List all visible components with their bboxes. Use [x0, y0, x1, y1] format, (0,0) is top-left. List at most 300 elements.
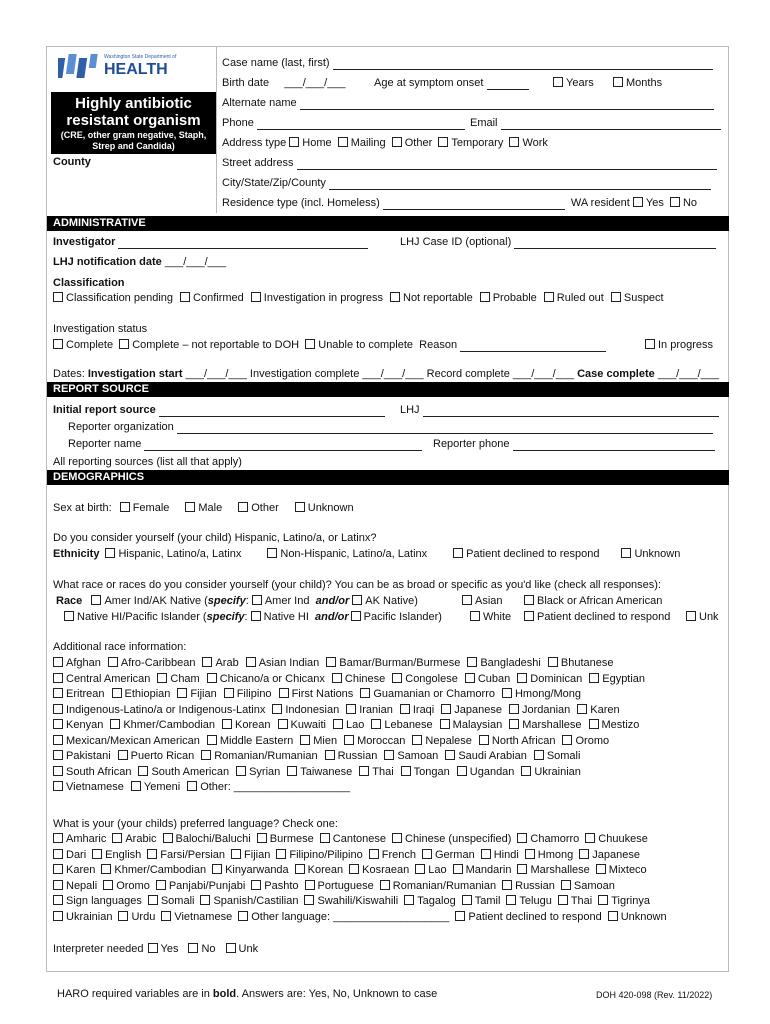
race-nepalese-checkbox[interactable]: [412, 735, 422, 745]
lang-fijian-checkbox[interactable]: [231, 849, 241, 859]
lang-telugu-option[interactable]: [506, 895, 551, 907]
lang-filipino-pilipino-option[interactable]: [276, 849, 362, 861]
race-filipino-checkbox[interactable]: [224, 688, 234, 698]
race-yemeni-option[interactable]: [131, 781, 180, 793]
race-afghan-checkbox[interactable]: [53, 657, 63, 667]
lang-vietnamese-option[interactable]: [161, 911, 232, 923]
lang-russian-option[interactable]: [502, 880, 555, 892]
race-declined-checkbox[interactable]: [524, 611, 534, 621]
race-pakistani-option[interactable]: [53, 750, 111, 762]
race-thai-option[interactable]: [359, 766, 393, 778]
race-bamar-burman-burmese-option[interactable]: [326, 657, 460, 669]
case-complete-field[interactable]: ___/___/___: [657, 368, 719, 380]
lang-kinyarwanda-checkbox[interactable]: [212, 864, 222, 874]
notif-date-field[interactable]: ___/___/___: [164, 256, 227, 268]
investigator-field[interactable]: [118, 238, 368, 249]
class-suspect-option[interactable]: [611, 292, 664, 304]
asian-checkbox[interactable]: [462, 595, 472, 605]
race-korean-checkbox[interactable]: [222, 719, 232, 729]
race-thai-checkbox[interactable]: [359, 766, 369, 776]
lang-ukrainian-option[interactable]: [53, 911, 112, 923]
lang-kosraean-option[interactable]: [349, 864, 409, 876]
race-iranian-checkbox[interactable]: [346, 704, 356, 714]
lang-korean-checkbox[interactable]: [295, 864, 305, 874]
lang-french-option[interactable]: [369, 849, 416, 861]
race-ugandan-checkbox[interactable]: [457, 766, 467, 776]
lang-panjabi-punjabi-checkbox[interactable]: [156, 880, 166, 890]
race-taiwanese-option[interactable]: [287, 766, 352, 778]
race-central-american-checkbox[interactable]: [53, 673, 63, 683]
alt-name-field[interactable]: [300, 99, 714, 110]
race-lebanese-checkbox[interactable]: [371, 719, 381, 729]
race-bamar-burman-burmese-checkbox[interactable]: [326, 657, 336, 667]
lhj-case-field[interactable]: [514, 238, 716, 249]
city-field[interactable]: [329, 179, 711, 190]
race-samoan-option[interactable]: [384, 750, 438, 762]
lang-dari-checkbox[interactable]: [53, 849, 63, 859]
case-name-field[interactable]: [333, 59, 713, 70]
lang-farsi-persian-checkbox[interactable]: [147, 849, 157, 859]
lang-mixteco-checkbox[interactable]: [596, 864, 606, 874]
race-iraqi-option[interactable]: [400, 704, 434, 716]
race-other-option[interactable]: [187, 781, 350, 793]
race-arab-option[interactable]: [202, 657, 238, 669]
lang-french-checkbox[interactable]: [369, 849, 379, 859]
sex-male-checkbox[interactable]: [185, 502, 195, 512]
lang-tamil-option[interactable]: [462, 895, 501, 907]
race-somali-checkbox[interactable]: [534, 750, 544, 760]
race-mexican-mexican-american-checkbox[interactable]: [53, 735, 63, 745]
lang-mandarin-option[interactable]: [453, 864, 512, 876]
lang-balochi-baluchi-option[interactable]: [163, 833, 251, 845]
lang-urdu-option[interactable]: [118, 911, 155, 923]
record-complete-field[interactable]: ___/___/___: [512, 368, 575, 380]
ak-native-checkbox[interactable]: [352, 595, 362, 605]
race-mien-checkbox[interactable]: [300, 735, 310, 745]
race-lao-option[interactable]: [333, 719, 364, 731]
lang-patient-declined-to-respond-checkbox[interactable]: [455, 911, 465, 921]
sex-female-checkbox[interactable]: [120, 502, 130, 512]
race-middle-eastern-option[interactable]: [207, 735, 293, 747]
race-bangladeshi-option[interactable]: [467, 657, 541, 669]
class-probable-option[interactable]: [480, 292, 537, 304]
lang-unknown-option[interactable]: [608, 911, 667, 923]
lang-sign-languages-checkbox[interactable]: [53, 895, 63, 905]
lang-hmong-checkbox[interactable]: [525, 849, 535, 859]
lang-tamil-checkbox[interactable]: [462, 895, 472, 905]
reason-field[interactable]: [460, 341, 606, 352]
class-classification-pending-checkbox[interactable]: [53, 292, 63, 302]
other-address-checkbox[interactable]: [392, 137, 402, 147]
email-field[interactable]: [501, 119, 721, 130]
lang-marshallese-option[interactable]: [517, 864, 589, 876]
race-asian-indian-option[interactable]: [246, 657, 320, 669]
lang-fijian-option[interactable]: [231, 849, 270, 861]
amer-ind-checkbox[interactable]: [91, 595, 101, 605]
lang-russian-checkbox[interactable]: [502, 880, 512, 890]
lang-nepali-option[interactable]: [53, 880, 97, 892]
race-ethiopian-option[interactable]: [112, 688, 171, 700]
lang-other-language-checkbox[interactable]: [238, 911, 248, 921]
eth-unknown-checkbox[interactable]: [621, 548, 631, 558]
race-congolese-checkbox[interactable]: [392, 673, 402, 683]
race-marshallese-checkbox[interactable]: [509, 719, 519, 729]
lang-english-option[interactable]: [92, 849, 141, 861]
race-karen-checkbox[interactable]: [577, 704, 587, 714]
lang-mixteco-option[interactable]: [596, 864, 647, 876]
work-checkbox[interactable]: [509, 137, 519, 147]
race-afro-caribbean-option[interactable]: [108, 657, 196, 669]
lang-khmer-cambodian-option[interactable]: [101, 864, 206, 876]
class-not-reportable-option[interactable]: [390, 292, 473, 304]
race-cuban-option[interactable]: [465, 673, 510, 685]
race-taiwanese-checkbox[interactable]: [287, 766, 297, 776]
race-north-african-option[interactable]: [479, 735, 556, 747]
race-chicano-a-or-chicanx-checkbox[interactable]: [207, 673, 217, 683]
lang-lao-checkbox[interactable]: [415, 864, 425, 874]
race-karen-option[interactable]: [577, 704, 619, 716]
inv-start-field[interactable]: ___/___/___: [185, 368, 247, 380]
race-other-checkbox[interactable]: [187, 781, 197, 791]
race-malaysian-checkbox[interactable]: [440, 719, 450, 729]
race-bangladeshi-checkbox[interactable]: [467, 657, 477, 667]
mailing-checkbox[interactable]: [338, 137, 348, 147]
race-marshallese-option[interactable]: [509, 719, 581, 731]
wa-no-checkbox[interactable]: [670, 197, 680, 207]
race-first-nations-checkbox[interactable]: [279, 688, 289, 698]
lang-arabic-checkbox[interactable]: [112, 833, 122, 843]
lang-oromo-option[interactable]: [103, 880, 150, 892]
lang-cantonese-checkbox[interactable]: [320, 833, 330, 843]
lang-telugu-checkbox[interactable]: [506, 895, 516, 905]
temporary-checkbox[interactable]: [438, 137, 448, 147]
race-iranian-option[interactable]: [346, 704, 393, 716]
race-kenyan-option[interactable]: [53, 719, 103, 731]
lang-balochi-baluchi-checkbox[interactable]: [163, 833, 173, 843]
years-checkbox[interactable]: [553, 77, 563, 87]
lang-samoan-checkbox[interactable]: [561, 880, 571, 890]
lang-german-checkbox[interactable]: [422, 849, 432, 859]
race-syrian-option[interactable]: [236, 766, 280, 778]
lang-oromo-checkbox[interactable]: [103, 880, 113, 890]
lang-panjabi-punjabi-option[interactable]: [156, 880, 245, 892]
native-hi-checkbox[interactable]: [251, 611, 261, 621]
interp-no-checkbox[interactable]: [188, 943, 198, 953]
eth-hispanic-latino-a-latinx-option[interactable]: [105, 548, 241, 560]
lang-khmer-cambodian-checkbox[interactable]: [101, 864, 111, 874]
lang-marshallese-checkbox[interactable]: [517, 864, 527, 874]
race-japanese-option[interactable]: [441, 704, 502, 716]
class-suspect-checkbox[interactable]: [611, 292, 621, 302]
report-lhj-field[interactable]: [423, 406, 719, 417]
sex-female-option[interactable]: [120, 502, 170, 514]
lang-german-option[interactable]: [422, 849, 475, 861]
lang-amharic-checkbox[interactable]: [53, 833, 63, 843]
race-bhutanese-checkbox[interactable]: [548, 657, 558, 667]
lang-chinese-unspecified-option[interactable]: [392, 833, 511, 845]
lang-lao-option[interactable]: [415, 864, 446, 876]
race-mestizo-option[interactable]: [589, 719, 640, 731]
sex-male-option[interactable]: [185, 502, 222, 514]
lang-hmong-option[interactable]: [525, 849, 573, 861]
race-oromo-option[interactable]: [562, 735, 609, 747]
lang-arabic-option[interactable]: [112, 833, 156, 845]
lang-portuguese-option[interactable]: [305, 880, 374, 892]
class-classification-pending-option[interactable]: [53, 292, 173, 304]
race-romanian-rumanian-checkbox[interactable]: [201, 750, 211, 760]
race-indonesian-option[interactable]: [272, 704, 339, 716]
race-saudi-arabian-option[interactable]: [445, 750, 527, 762]
race-mexican-mexican-american-option[interactable]: [53, 735, 200, 747]
race-nepalese-option[interactable]: [412, 735, 471, 747]
lang-spanish-castilian-checkbox[interactable]: [200, 895, 210, 905]
lang-japanese-checkbox[interactable]: [579, 849, 589, 859]
lang-other-language-option[interactable]: [238, 911, 449, 923]
lang-ukrainian-checkbox[interactable]: [53, 911, 63, 921]
lang-swahili-kiswahili-option[interactable]: [304, 895, 398, 907]
race-russian-checkbox[interactable]: [325, 750, 335, 760]
race-puerto-rican-checkbox[interactable]: [118, 750, 128, 760]
lang-somali-checkbox[interactable]: [148, 895, 158, 905]
class-ruled-out-checkbox[interactable]: [544, 292, 554, 302]
race-puerto-rican-option[interactable]: [118, 750, 195, 762]
race-afghan-option[interactable]: [53, 657, 101, 669]
lang-vietnamese-checkbox[interactable]: [161, 911, 171, 921]
race-chinese-checkbox[interactable]: [332, 673, 342, 683]
race-ukrainian-option[interactable]: [521, 766, 580, 778]
race-jordanian-checkbox[interactable]: [509, 704, 519, 714]
lang-chamorro-checkbox[interactable]: [517, 833, 527, 843]
eth-hispanic-latino-a-latinx-checkbox[interactable]: [105, 548, 115, 558]
race-egyptian-option[interactable]: [589, 673, 645, 685]
race-hmong-mong-checkbox[interactable]: [502, 688, 512, 698]
lang-tagalog-checkbox[interactable]: [404, 895, 414, 905]
race-south-african-option[interactable]: [53, 766, 131, 778]
class-confirmed-checkbox[interactable]: [180, 292, 190, 302]
race-eritrean-checkbox[interactable]: [53, 688, 63, 698]
lang-hindi-checkbox[interactable]: [481, 849, 491, 859]
race-afro-caribbean-checkbox[interactable]: [108, 657, 118, 667]
reporter-name-field[interactable]: [144, 440, 422, 451]
race-cuban-checkbox[interactable]: [465, 673, 475, 683]
race-chinese-option[interactable]: [332, 673, 385, 685]
race-guamanian-or-chamorro-option[interactable]: [360, 688, 495, 700]
race-russian-option[interactable]: [325, 750, 378, 762]
race-yemeni-checkbox[interactable]: [131, 781, 141, 791]
race-arab-checkbox[interactable]: [202, 657, 212, 667]
race-kenyan-checkbox[interactable]: [53, 719, 63, 729]
lang-amharic-option[interactable]: [53, 833, 106, 845]
lang-burmese-checkbox[interactable]: [257, 833, 267, 843]
lang-thai-checkbox[interactable]: [558, 895, 568, 905]
race-japanese-checkbox[interactable]: [441, 704, 451, 714]
race-malaysian-option[interactable]: [440, 719, 503, 731]
lang-tigrinya-checkbox[interactable]: [598, 895, 608, 905]
lang-farsi-persian-option[interactable]: [147, 849, 225, 861]
lang-tagalog-option[interactable]: [404, 895, 456, 907]
race-syrian-checkbox[interactable]: [236, 766, 246, 776]
lang-filipino-pilipino-checkbox[interactable]: [276, 849, 286, 859]
race-south-american-checkbox[interactable]: [138, 766, 148, 776]
nhpi-checkbox[interactable]: [64, 611, 74, 621]
lang-kinyarwanda-option[interactable]: [212, 864, 289, 876]
reporter-phone-field[interactable]: [513, 440, 715, 451]
interp-no-option[interactable]: [188, 943, 215, 955]
lang-kosraean-checkbox[interactable]: [349, 864, 359, 874]
lang-english-checkbox[interactable]: [92, 849, 102, 859]
race-fijian-checkbox[interactable]: [177, 688, 187, 698]
race-dominican-option[interactable]: [517, 673, 582, 685]
race-vietnamese-option[interactable]: [53, 781, 124, 793]
interp-yes-option[interactable]: [148, 943, 179, 955]
race-central-american-option[interactable]: [53, 673, 150, 685]
race-unk-checkbox[interactable]: [686, 611, 696, 621]
race-south-african-checkbox[interactable]: [53, 766, 63, 776]
race-ugandan-option[interactable]: [457, 766, 515, 778]
class-not-reportable-checkbox[interactable]: [390, 292, 400, 302]
race-guamanian-or-chamorro-checkbox[interactable]: [360, 688, 370, 698]
interp-unk-option[interactable]: [226, 943, 259, 955]
sex-unknown-option[interactable]: [295, 502, 354, 514]
lang-somali-option[interactable]: [148, 895, 195, 907]
lang-karen-option[interactable]: [53, 864, 95, 876]
race-somali-option[interactable]: [534, 750, 581, 762]
race-lebanese-option[interactable]: [371, 719, 432, 731]
lang-hindi-option[interactable]: [481, 849, 519, 861]
lang-pashto-checkbox[interactable]: [251, 880, 261, 890]
street-field[interactable]: [297, 159, 717, 170]
race-lao-checkbox[interactable]: [333, 719, 343, 729]
class-confirmed-option[interactable]: [180, 292, 244, 304]
lang-spanish-castilian-option[interactable]: [200, 895, 298, 907]
race-kuwaiti-checkbox[interactable]: [278, 719, 288, 729]
lang-nepali-checkbox[interactable]: [53, 880, 63, 890]
race-first-nations-option[interactable]: [279, 688, 354, 700]
race-indonesian-checkbox[interactable]: [272, 704, 282, 714]
white-checkbox[interactable]: [470, 611, 480, 621]
age-onset-field[interactable]: [487, 79, 529, 90]
race-vietnamese-checkbox[interactable]: [53, 781, 63, 791]
class-investigation-in-progress-option[interactable]: [251, 292, 383, 304]
race-khmer-cambodian-option[interactable]: [110, 719, 215, 731]
initial-source-field[interactable]: [159, 406, 385, 417]
race-eritrean-option[interactable]: [53, 688, 105, 700]
lang-thai-option[interactable]: [558, 895, 592, 907]
lang-chuukese-option[interactable]: [585, 833, 648, 845]
eth-patient-declined-to-respond-checkbox[interactable]: [453, 548, 463, 558]
race-asian-indian-checkbox[interactable]: [246, 657, 256, 667]
sex-other-option[interactable]: [238, 502, 279, 514]
race-kuwaiti-option[interactable]: [278, 719, 326, 731]
race-mestizo-checkbox[interactable]: [589, 719, 599, 729]
inv-complete-field[interactable]: ___/___/___: [362, 368, 424, 380]
lang-urdu-checkbox[interactable]: [118, 911, 128, 921]
lang-chinese-unspecified-checkbox[interactable]: [392, 833, 402, 843]
lang-romanian-rumanian-option[interactable]: [380, 880, 496, 892]
residence-field[interactable]: [383, 199, 565, 210]
birth-date-field[interactable]: ___/___/___: [284, 77, 346, 89]
home-checkbox[interactable]: [289, 137, 299, 147]
race-chicano-a-or-chicanx-option[interactable]: [207, 673, 325, 685]
sex-unknown-checkbox[interactable]: [295, 502, 305, 512]
lang-korean-option[interactable]: [295, 864, 343, 876]
complete-checkbox[interactable]: [53, 339, 63, 349]
eth-unknown-option[interactable]: [621, 548, 680, 560]
unable-checkbox[interactable]: [305, 339, 315, 349]
race-ethiopian-checkbox[interactable]: [112, 688, 122, 698]
race-samoan-checkbox[interactable]: [384, 750, 394, 760]
amer-ind-specific-checkbox[interactable]: [252, 595, 262, 605]
race-egyptian-checkbox[interactable]: [589, 673, 599, 683]
wa-yes-checkbox[interactable]: [633, 197, 643, 207]
race-saudi-arabian-checkbox[interactable]: [445, 750, 455, 760]
lang-burmese-option[interactable]: [257, 833, 314, 845]
class-investigation-in-progress-checkbox[interactable]: [251, 292, 261, 302]
class-ruled-out-option[interactable]: [544, 292, 604, 304]
eth-non-hispanic-latino-a-latinx-option[interactable]: [267, 548, 427, 560]
race-bhutanese-option[interactable]: [548, 657, 614, 669]
lang-patient-declined-to-respond-option[interactable]: [455, 911, 601, 923]
lang-romanian-rumanian-checkbox[interactable]: [380, 880, 390, 890]
lang-dari-option[interactable]: [53, 849, 86, 861]
lang-cantonese-option[interactable]: [320, 833, 386, 845]
lang-unknown-checkbox[interactable]: [608, 911, 618, 921]
race-south-american-option[interactable]: [138, 766, 229, 778]
race-tongan-checkbox[interactable]: [401, 766, 411, 776]
interp-unk-checkbox[interactable]: [226, 943, 236, 953]
race-oromo-checkbox[interactable]: [562, 735, 572, 745]
lang-sign-languages-option[interactable]: [53, 895, 142, 907]
race-indigenous-latino-a-or-indigen-checkbox[interactable]: [53, 704, 63, 714]
pac-isl-checkbox[interactable]: [351, 611, 361, 621]
months-checkbox[interactable]: [613, 77, 623, 87]
lang-japanese-option[interactable]: [579, 849, 640, 861]
race-north-african-checkbox[interactable]: [479, 735, 489, 745]
phone-field[interactable]: [257, 119, 465, 130]
lang-mandarin-checkbox[interactable]: [453, 864, 463, 874]
race-indigenous-latino-a-or-indigen-option[interactable]: [53, 704, 265, 716]
lang-chuukese-checkbox[interactable]: [585, 833, 595, 843]
race-cham-option[interactable]: [157, 673, 199, 685]
race-pakistani-checkbox[interactable]: [53, 750, 63, 760]
race-middle-eastern-checkbox[interactable]: [207, 735, 217, 745]
race-tongan-option[interactable]: [401, 766, 450, 778]
race-khmer-cambodian-checkbox[interactable]: [110, 719, 120, 729]
lang-tigrinya-option[interactable]: [598, 895, 650, 907]
race-romanian-rumanian-option[interactable]: [201, 750, 317, 762]
lang-swahili-kiswahili-checkbox[interactable]: [304, 895, 314, 905]
interp-yes-checkbox[interactable]: [148, 943, 158, 953]
race-moroccan-option[interactable]: [344, 735, 405, 747]
race-fijian-option[interactable]: [177, 688, 216, 700]
reporter-org-field[interactable]: [177, 423, 713, 434]
race-hmong-mong-option[interactable]: [502, 688, 581, 700]
lang-portuguese-checkbox[interactable]: [305, 880, 315, 890]
race-jordanian-option[interactable]: [509, 704, 570, 716]
lang-chamorro-option[interactable]: [517, 833, 579, 845]
sex-other-checkbox[interactable]: [238, 502, 248, 512]
race-cham-checkbox[interactable]: [157, 673, 167, 683]
race-iraqi-checkbox[interactable]: [400, 704, 410, 714]
eth-non-hispanic-latino-a-latinx-checkbox[interactable]: [267, 548, 277, 558]
in-progress-checkbox[interactable]: [645, 339, 655, 349]
race-dominican-checkbox[interactable]: [517, 673, 527, 683]
race-mien-option[interactable]: [300, 735, 337, 747]
race-moroccan-checkbox[interactable]: [344, 735, 354, 745]
class-probable-checkbox[interactable]: [480, 292, 490, 302]
complete-not-reportable-checkbox[interactable]: [119, 339, 129, 349]
race-ukrainian-checkbox[interactable]: [521, 766, 531, 776]
